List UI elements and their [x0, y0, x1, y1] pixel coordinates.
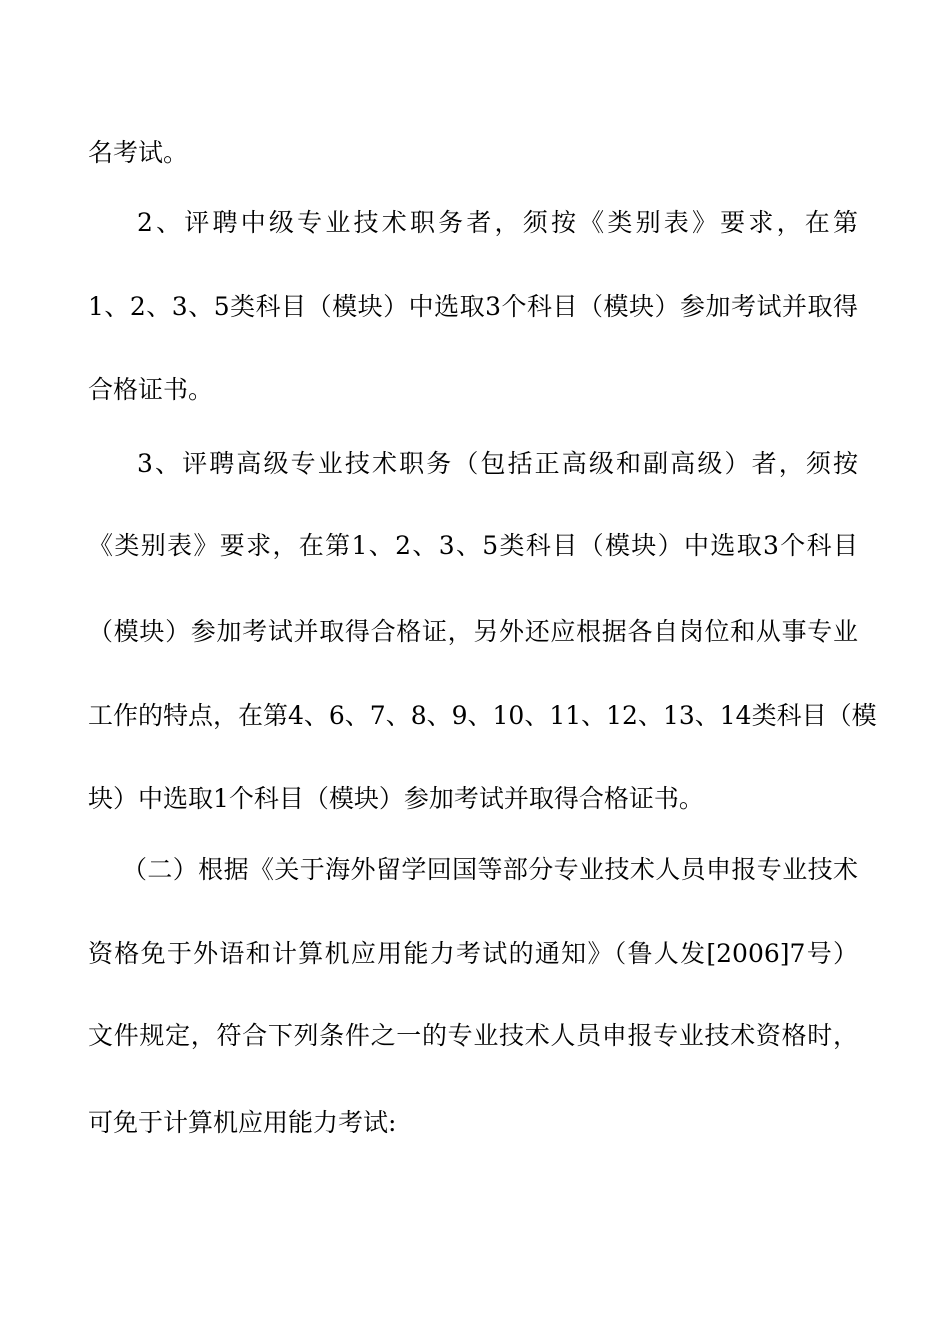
paragraph-line: 3、评聘高级专业技术职务（包括正高级和副高级）者，须按: [137, 449, 858, 478]
paragraph-line: 1、2、3、5类科目（模块）中选取3个科目（模块）参加考试并取得: [88, 292, 859, 321]
paragraph-line: 2、评聘中级专业技术职务者，须按《类别表》要求，在第: [137, 208, 858, 237]
paragraph-line: 名考试。: [88, 138, 189, 167]
paragraph-line: （二）根据《关于海外留学回国等部分专业技术人员申报专业技术: [122, 855, 858, 884]
paragraph-line: 可免于计算机应用能力考试:: [88, 1108, 397, 1137]
paragraph-line: 块）中选取1个科目（模块）参加考试并取得合格证书。: [88, 784, 704, 813]
paragraph-line: 合格证书。: [88, 375, 214, 404]
paragraph-line: 工作的特点，在第4、6、7、8、9、10、11、12、13、14类科目（模: [88, 701, 877, 730]
paragraph-line: 《类别表》要求，在第1、2、3、5类科目（模块）中选取3个科目: [88, 531, 858, 560]
paragraph-line: 资格免于外语和计算机应用能力考试的通知》（鲁人发[2006]7号）: [88, 939, 858, 968]
paragraph-line: 文件规定，符合下列条件之一的专业技术人员申报专业技术资格时，: [88, 1021, 858, 1050]
paragraph-line: （模块）参加考试并取得合格证，另外还应根据各自岗位和从事专业: [88, 617, 858, 646]
